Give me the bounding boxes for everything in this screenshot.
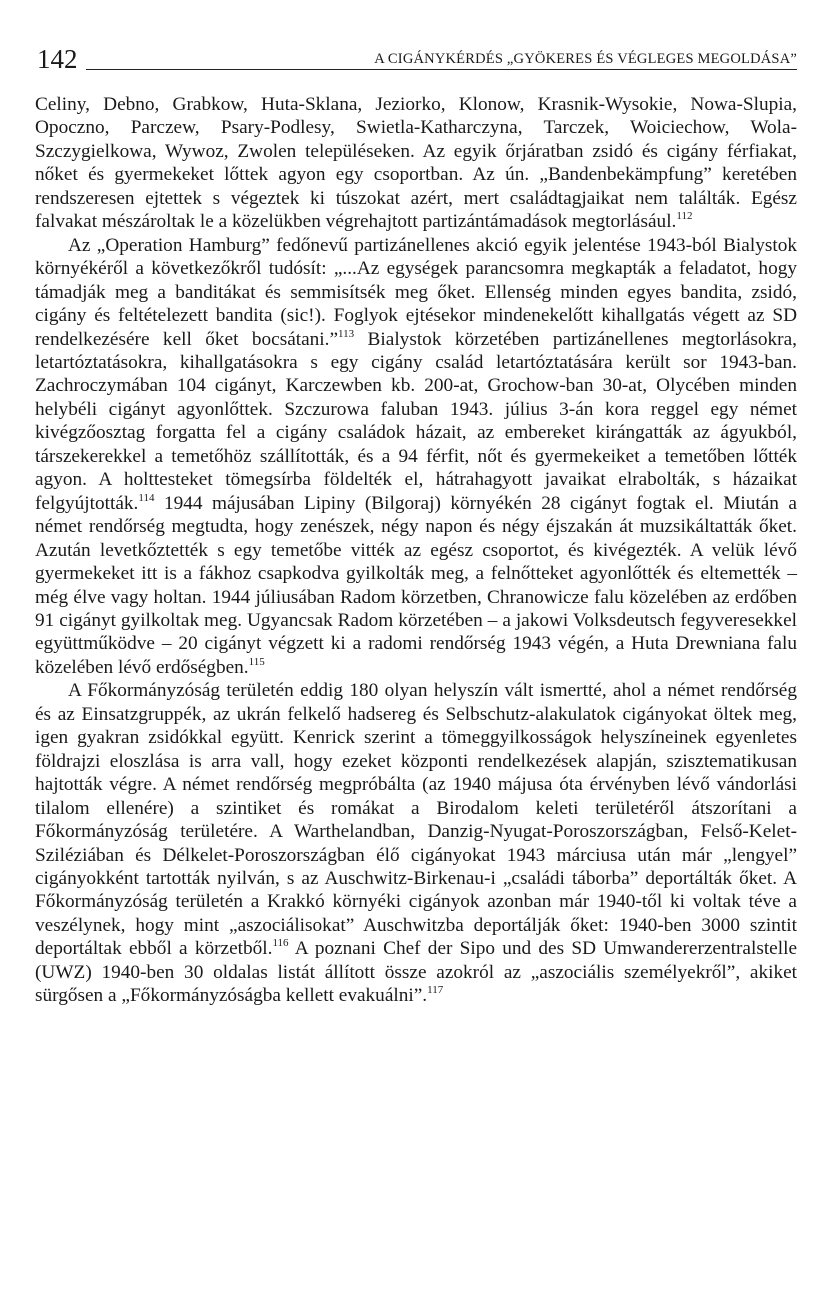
paragraph (35, 234, 797, 680)
footnote-marker: 113 (338, 327, 355, 340)
text-run: A Főkormányzóság területén eddig 180 olyan helyszín vált ismertté, ahol a német rendőrség és az Einsatzgruppék, az ukrán felkelő hadsereg és Selbschutz-alakulatok cigányokat öltek meg, igen gyakran zsidókkal együtt. Kenrick szerint a tömeggyilkosságok helyszíneinek egyenletes földrajzi eloszlása is arra vall, hogy ezeket központi rendelkezések alapján, szisztematikusan hajtották végre. A német rendőrség megpróbálta (az 1940 májusa óta érvényben lévő vándorlási tilalom ellenére) a szintiket és romákat a Birodalom keleti területéről átszorítani a Főkormányzóság területére. A Warthelandban, Danzig-Nyugat-Poroszországban, Felső-Kelet-Sziléziában és Délkelet-Poroszországban élő cigányokat 1943 márciusa után már „lengyel” cigányokként tartották nyilván, s az Auschwitz-Birkenau-i „családi táborba” deportálták őket. A Főkormányzóság területén a Krakkó környéki cigányok azonban már 1940-től ki voltak téve a veszélynek, hogy mint „aszociálisokat” Auschwitzba deportálják őket: 1940-ben 3000 szintit deportáltak ebből a körzetből. (35, 680, 797, 960)
text-run: Bialystok körzetében partizánellenes megtorlásokra, letartóztatásokra, kihallgatásokra s egy cigány család letartóztatására került sor 1943-ban. Zachroczymában 104 cigányt, Karczewben kb. 200-at, Grochow-ban 30-at, Olycében minden helybéli cigányt agyonlőttek. Szczurowa faluban 1943. július 3-án kora reggel egy német kivégzőosztag forgatta fel a cigány családok házait, az embereket kirángatták az ágyukból, társzekerekkel a temetőhöz szállították, és a 94 férfit, nőt és gyermekeiket a temetőben lőtték agyon. A holttesteket tömegsírba földelték el, hátrahagyott javaikat elrabolták, s házaikat felgyújtották. (35, 328, 797, 514)
page-number: 142 (37, 44, 78, 74)
body-text (35, 93, 797, 1008)
running-title: A CIGÁNYKÉRDÉS „GYÖKERES ÉS VÉGLEGES MEGOLDÁSA” (374, 51, 797, 67)
text-run: Az „Operation Hamburg” fedőnevű partizánellenes akció egyik jelentése 1943-ból Bialystok környékéről a következőkről tudósít: „...Az egységek parancsomra megkapták a feladatot, hogy támadják meg a banditákat és semmisítsék meg őket. Ellenség minden egyes bandita, zsidó, cigány és feltételezett bandita (sic!). Foglyok ejtésekor mindenekelőtt kihallgatás végett az SD rendelkezésére kell őket bocsátani.” (35, 234, 797, 350)
footnote-marker: 112 (676, 210, 693, 223)
footnote-marker: 115 (248, 655, 265, 668)
footnote-marker: 117 (427, 984, 444, 997)
paragraph (35, 93, 797, 234)
page-header (35, 42, 797, 82)
text-run: A poznani Chef der Sipo und des SD Umwandererzentralstelle (UWZ) 1940-ben 30 oldalas listát állított össze azokról az „aszociális személyekről”, akiket sürgősen a „Főkormányzóságba kellett evakuálni”. (35, 938, 798, 1007)
text-run: Celiny, Debno, Grabkow, Huta-Sklana, Jeziorko, Klonow, Krasnik-Wysokie, Nowa-Slupia, Opoczno, Parczew, Psary-Podlesy, Swietla-Katharczyna, Tarczek, Woiciechow, Wola-Szczygielkowa, Wywoz, Zwolen településeken. Az egyik őrjáratban zsidó és cigány férfiakat, nőket és gyermekeket lőttek agyon egy csoportban. Az ún. „Bandenbekämpfung” keretében rendszeresen ejtettek s végeztek ki túszokat azért, mert családtagjaikat nem találták. Egész falvakat mészároltak le a közelükben végrehajtott partizántámadások megtorlásául. (35, 94, 797, 233)
footnote-marker: 116 (272, 937, 289, 950)
footnote-marker: 114 (138, 491, 155, 504)
text-run: 1944 májusában Lipiny (Bilgoraj) környékén 28 cigányt fogtak el. Miután a német rendőrség megtudta, hogy zenészek, négy napon és négy éjszakán át muzsikáltatták őket. Azután levetkőztették s egy temetőbe vitték az egész csoportot, és kivégezték. A velük lévő gyermekeket itt is a fákhoz csapkodva gyilkolták meg, a felnőtteket agyonlőtték és eltemették – még élve vagy holtan. 1944 júliusában Radom körzetben, Chranowicze falu közelében az erdőben 91 cigányt gyilkoltak meg. Ugyancsak Radom körzetében – a jakowi Volksdeutsch fegyveresekkel együttműködve – 20 cigányt végzett ki a radomi rendőrség 1943 végén, a Huta Drewniana falu közelében lévő erdőségben. (35, 492, 797, 678)
paragraph (35, 679, 797, 1007)
header-rule (86, 69, 797, 70)
